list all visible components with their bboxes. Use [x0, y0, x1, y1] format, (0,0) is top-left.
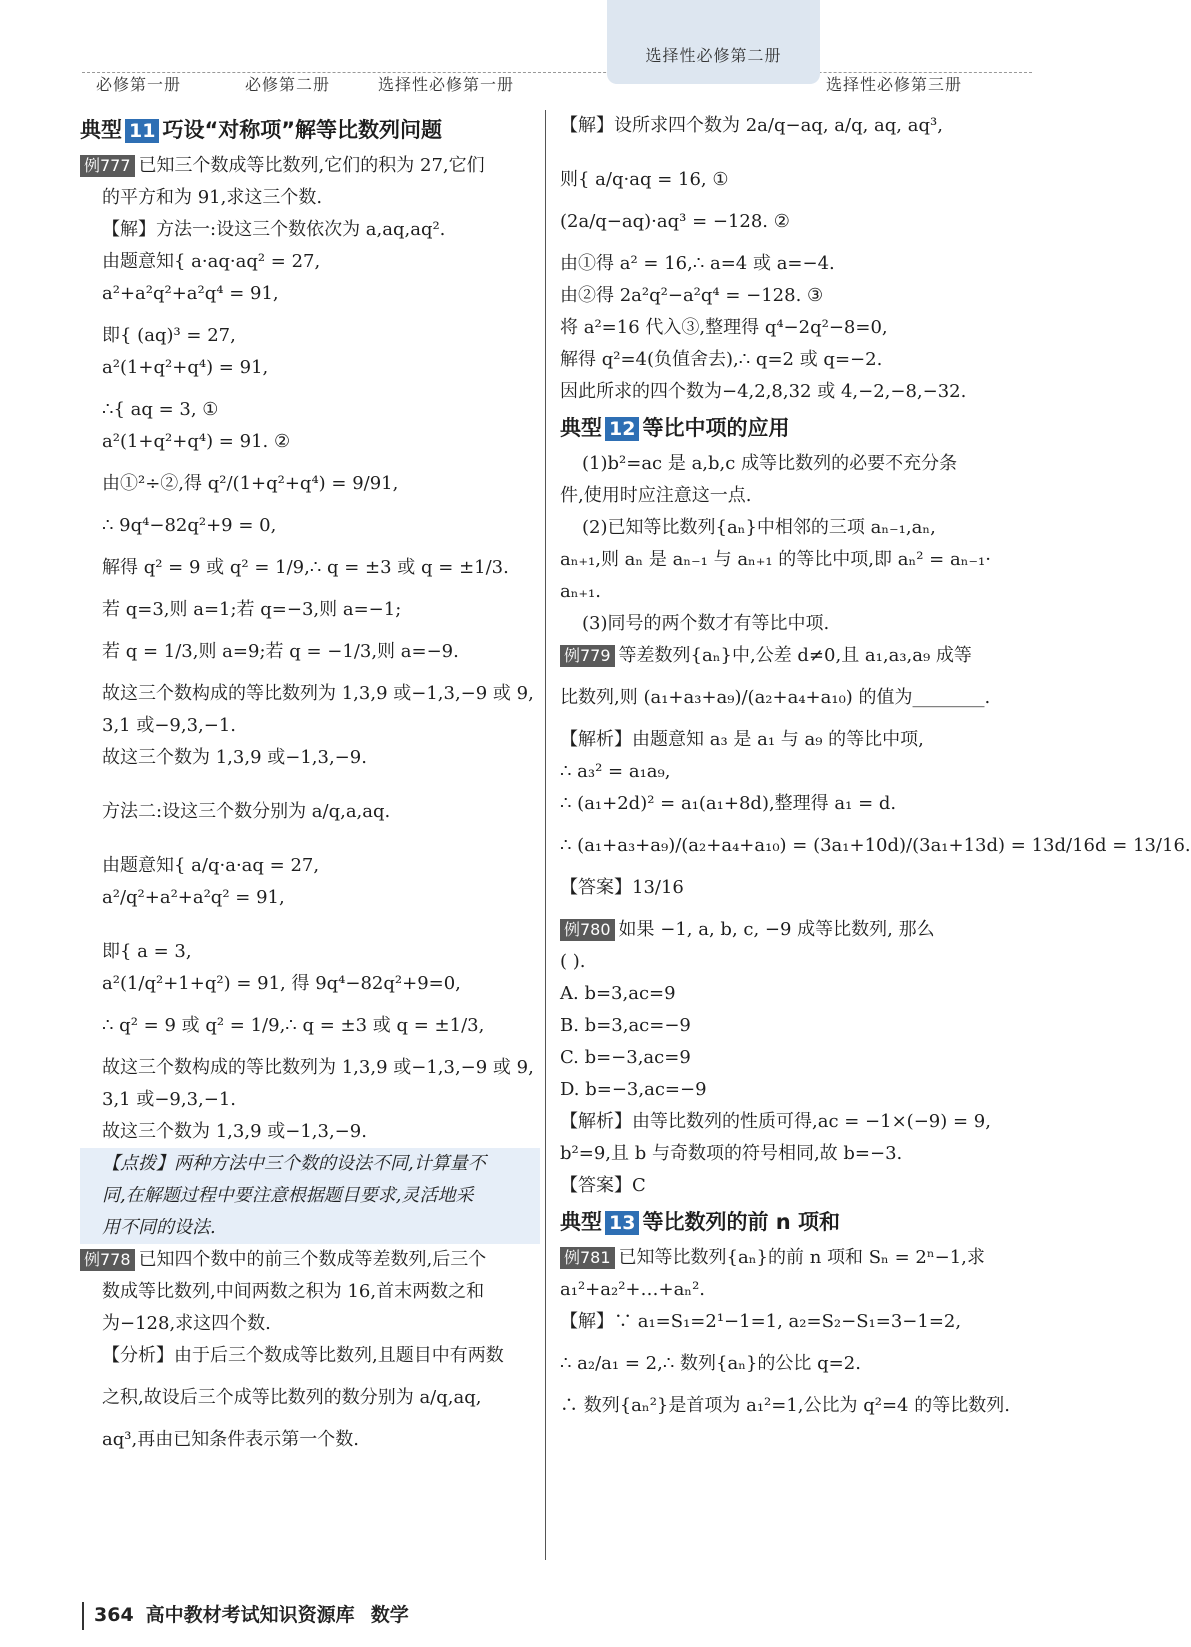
tab-compulsory-1: 必修第一册	[96, 75, 182, 94]
subject-label: 数学	[370, 1604, 409, 1626]
page-number: 364	[94, 1604, 134, 1626]
example-778-line: 数成等比数列,中间两数之积为 16,首末两数之和	[102, 1281, 485, 1302]
example-text: 如果 −1, a, b, c, −9 成等比数列, 那么	[618, 919, 935, 940]
solution-line: a²(1+q²+q⁴) = 91,	[102, 357, 269, 378]
tab-elective-1: 选择性必修第一册	[378, 75, 515, 94]
example-778-line: 【分析】由于后三个数成等比数列,且题目中有两数	[102, 1345, 504, 1366]
example-778-line: 之积,故设后三个成等比数列的数分别为 a/q,aq,	[102, 1387, 482, 1408]
method-two-line: 故这三个数为 1,3,9 或−1,3,−9.	[102, 1121, 367, 1142]
example-781-line: a₁²+a₂²+…+aₙ².	[560, 1279, 706, 1300]
method-two-line: 由题意知{ a/q·a·aq = 27,	[102, 855, 320, 876]
solution-778-line: 因此所求的四个数为−4,2,8,32 或 4,−2,−8,−32.	[560, 381, 967, 402]
example-781	[560, 1242, 1030, 1274]
solution-778-line: 由②得 2a²q²−a²q⁴ = −128. ③	[560, 285, 824, 306]
example-text: 已知三个数成等比数列,它们的积为 27,它们	[138, 155, 485, 176]
note-line: 件,使用时应注意这一点.	[560, 485, 752, 506]
solution-line: 3,1 或−9,3,−1.	[102, 715, 237, 736]
example-781-line: 【解】∵ a₁=S₁=2¹−1=1, a₂=S₂−S₁=3−1=2,	[560, 1311, 962, 1332]
example-779-answer: 【答案】13/16	[560, 877, 684, 898]
example-label: 例781	[560, 1247, 615, 1269]
solution-778-line: 【解】设所求四个数为 2a/q−aq, a/q, aq, aq³,	[560, 115, 943, 136]
solution-778-line: 由①得 a² = 16,∴ a=4 或 a=−4.	[560, 253, 835, 274]
tip-line: 同,在解题过程中要注意根据题目要求,灵活地采	[102, 1185, 474, 1206]
example-780-line: ( ).	[560, 951, 586, 972]
footer-bar	[82, 1602, 84, 1630]
method-two-line: 方法二:设这三个数分别为 a/q,a,aq.	[102, 801, 391, 822]
example-780-line: 【解析】由等比数列的性质可得,ac = −1×(−9) = 9,	[560, 1111, 991, 1132]
solution-line: ∴ 9q⁴−82q²+9 = 0,	[102, 515, 277, 536]
heading-type-13: 典型 13 等比数列的前 n 项和	[560, 1210, 841, 1234]
right-column	[560, 110, 1191, 1422]
method-two-line: 故这三个数构成的等比数列为 1,3,9 或−1,3,−9 或 9,	[102, 1057, 534, 1078]
solution-line: 由题意知{ a·aq·aq² = 27,	[102, 251, 321, 272]
left-column	[80, 110, 534, 1456]
heading-title: 巧设“对称项”解等比数列问题	[162, 118, 443, 142]
heading-title: 等比中项的应用	[642, 416, 790, 440]
example-text: 等差数列{aₙ}中,公差 d≠0,且 a₁,a₃,a₉ 成等	[618, 645, 972, 666]
example-label: 例777	[80, 155, 135, 177]
solution-line: 故这三个数为 1,3,9 或−1,3,−9.	[102, 747, 367, 768]
heading-type-11: 典型 11 巧设“对称项”解等比数列问题	[80, 118, 443, 142]
method-two-line: ∴ q² = 9 或 q² = 1/9,∴ q = ±3 或 q = ±1/3,	[102, 1015, 485, 1036]
chapter-tabs	[0, 0, 1080, 100]
example-779-line: ∴ (a₁+2d)² = a₁(a₁+8d),整理得 a₁ = d.	[560, 793, 897, 814]
example-777	[80, 150, 530, 182]
example-778	[80, 1244, 530, 1276]
example-777-cont: 的平方和为 91,求这三个数.	[102, 187, 323, 208]
type-badge: 12	[605, 417, 639, 441]
note-line: (3)同号的两个数才有等比中项.	[582, 613, 830, 634]
tip-box	[80, 1148, 540, 1244]
tab-elective-3: 选择性必修第三册	[826, 75, 963, 94]
method-two-line: 3,1 或−9,3,−1.	[102, 1089, 237, 1110]
heading-title: 等比数列的前 n 项和	[642, 1210, 841, 1234]
solution-line: 由①²÷②,得 q²/(1+q²+q⁴) = 9/91,	[102, 473, 399, 494]
tab-compulsory-2: 必修第二册	[245, 75, 331, 94]
option-d: D. b=−3,ac=−9	[560, 1079, 707, 1100]
solution-line: 若 q=3,则 a=1;若 q=−3,则 a=−1;	[102, 599, 402, 620]
example-779-line: ∴ (a₁+a₃+a₉)/(a₂+a₄+a₁₀) = (3a₁+10d)/(3a₁+13d) = 13d/16d = 13/16.	[560, 835, 1191, 856]
example-778-line: 为−128,求这四个数.	[102, 1313, 271, 1334]
solution-778-line: 解得 q²=4(负值舍去),∴ q=2 或 q=−2.	[560, 349, 883, 370]
example-label: 例780	[560, 919, 615, 941]
tip-line: 【点拨】两种方法中三个数的设法不同,计算量不	[102, 1153, 486, 1174]
type-badge: 13	[605, 1211, 639, 1235]
solution-778-line: 则{ a/q·aq = 16, ①	[560, 169, 729, 190]
example-label: 例778	[80, 1249, 135, 1271]
example-780-line: b²=9,且 b 与奇数项的符号相同,故 b=−3.	[560, 1143, 903, 1164]
solution-line: 即{ (aq)³ = 27,	[102, 325, 236, 346]
example-780-answer: 【答案】C	[560, 1175, 646, 1196]
note-line: aₙ₊₁,则 aₙ 是 aₙ₋₁ 与 aₙ₊₁ 的等比中项,即 aₙ² = aₙ₋₁·	[560, 549, 991, 570]
example-text: 已知四个数中的前三个数成等差数列,后三个	[138, 1249, 487, 1270]
solution-778-line: 将 a²=16 代入③,整理得 q⁴−2q²−8=0,	[560, 317, 888, 338]
tip-line: 用不同的设法.	[102, 1217, 216, 1238]
solution-line: a²+a²q²+a²q⁴ = 91,	[102, 283, 279, 304]
example-781-line: ∴ 数列{aₙ²}是首项为 a₁²=1,公比为 q²=4 的等比数列.	[560, 1395, 1010, 1416]
example-780	[560, 914, 1030, 946]
example-text: 已知等比数列{aₙ}的前 n 项和 Sₙ = 2ⁿ−1,求	[618, 1247, 985, 1268]
solution-line: 解得 q² = 9 或 q² = 1/9,∴ q = ±3 或 q = ±1/3.	[102, 557, 509, 578]
book-title: 高中教材考试知识资源库	[145, 1604, 355, 1626]
example-779-line: 比数列,则 (a₁+a₃+a₉)/(a₂+a₄+a₁₀) 的值为________.	[560, 687, 991, 708]
solution-line: a²(1+q²+q⁴) = 91. ②	[102, 431, 291, 452]
page-footer	[82, 1600, 409, 1630]
method-two-line: a²/q²+a²+a²q² = 91,	[102, 887, 285, 908]
solution-line: ∴{ aq = 3, ①	[102, 399, 219, 420]
note-line: (2)已知等比数列{aₙ}中相邻的三项 aₙ₋₁,aₙ,	[582, 517, 936, 538]
solution-line: 【解】方法一:设这三个数依次为 a,aq,aq².	[102, 219, 446, 240]
example-781-line: ∴ a₂/a₁ = 2,∴ 数列{aₙ}的公比 q=2.	[560, 1353, 861, 1374]
solution-line: 若 q = 1/3,则 a=9;若 q = −1/3,则 a=−9.	[102, 641, 459, 662]
solution-778-line: (2a/q−aq)·aq³ = −128. ②	[560, 211, 790, 232]
example-778-line: aq³,再由已知条件表示第一个数.	[102, 1429, 359, 1450]
column-divider	[545, 110, 546, 1560]
solution-line: 故这三个数构成的等比数列为 1,3,9 或−1,3,−9 或 9,	[102, 683, 534, 704]
example-779-line: 【解析】由题意知 a₃ 是 a₁ 与 a₉ 的等比中项,	[560, 729, 924, 750]
note-line: (1)b²=ac 是 a,b,c 成等比数列的必要不充分条	[582, 453, 958, 474]
heading-type-12: 典型 12 等比中项的应用	[560, 416, 790, 440]
option-a: A. b=3,ac=9	[560, 983, 676, 1004]
example-779	[560, 640, 1030, 672]
tab-elective-2-active: 选择性必修第二册	[607, 0, 820, 84]
method-two-line: 即{ a = 3,	[102, 941, 192, 962]
type-badge: 11	[125, 119, 159, 143]
option-c: C. b=−3,ac=9	[560, 1047, 691, 1068]
option-b: B. b=3,ac=−9	[560, 1015, 691, 1036]
example-779-line: ∴ a₃² = a₁a₉,	[560, 761, 671, 782]
note-line: aₙ₊₁.	[560, 581, 601, 602]
method-two-line: a²(1/q²+1+q²) = 91, 得 9q⁴−82q²+9=0,	[102, 973, 461, 994]
example-label: 例779	[560, 645, 615, 667]
